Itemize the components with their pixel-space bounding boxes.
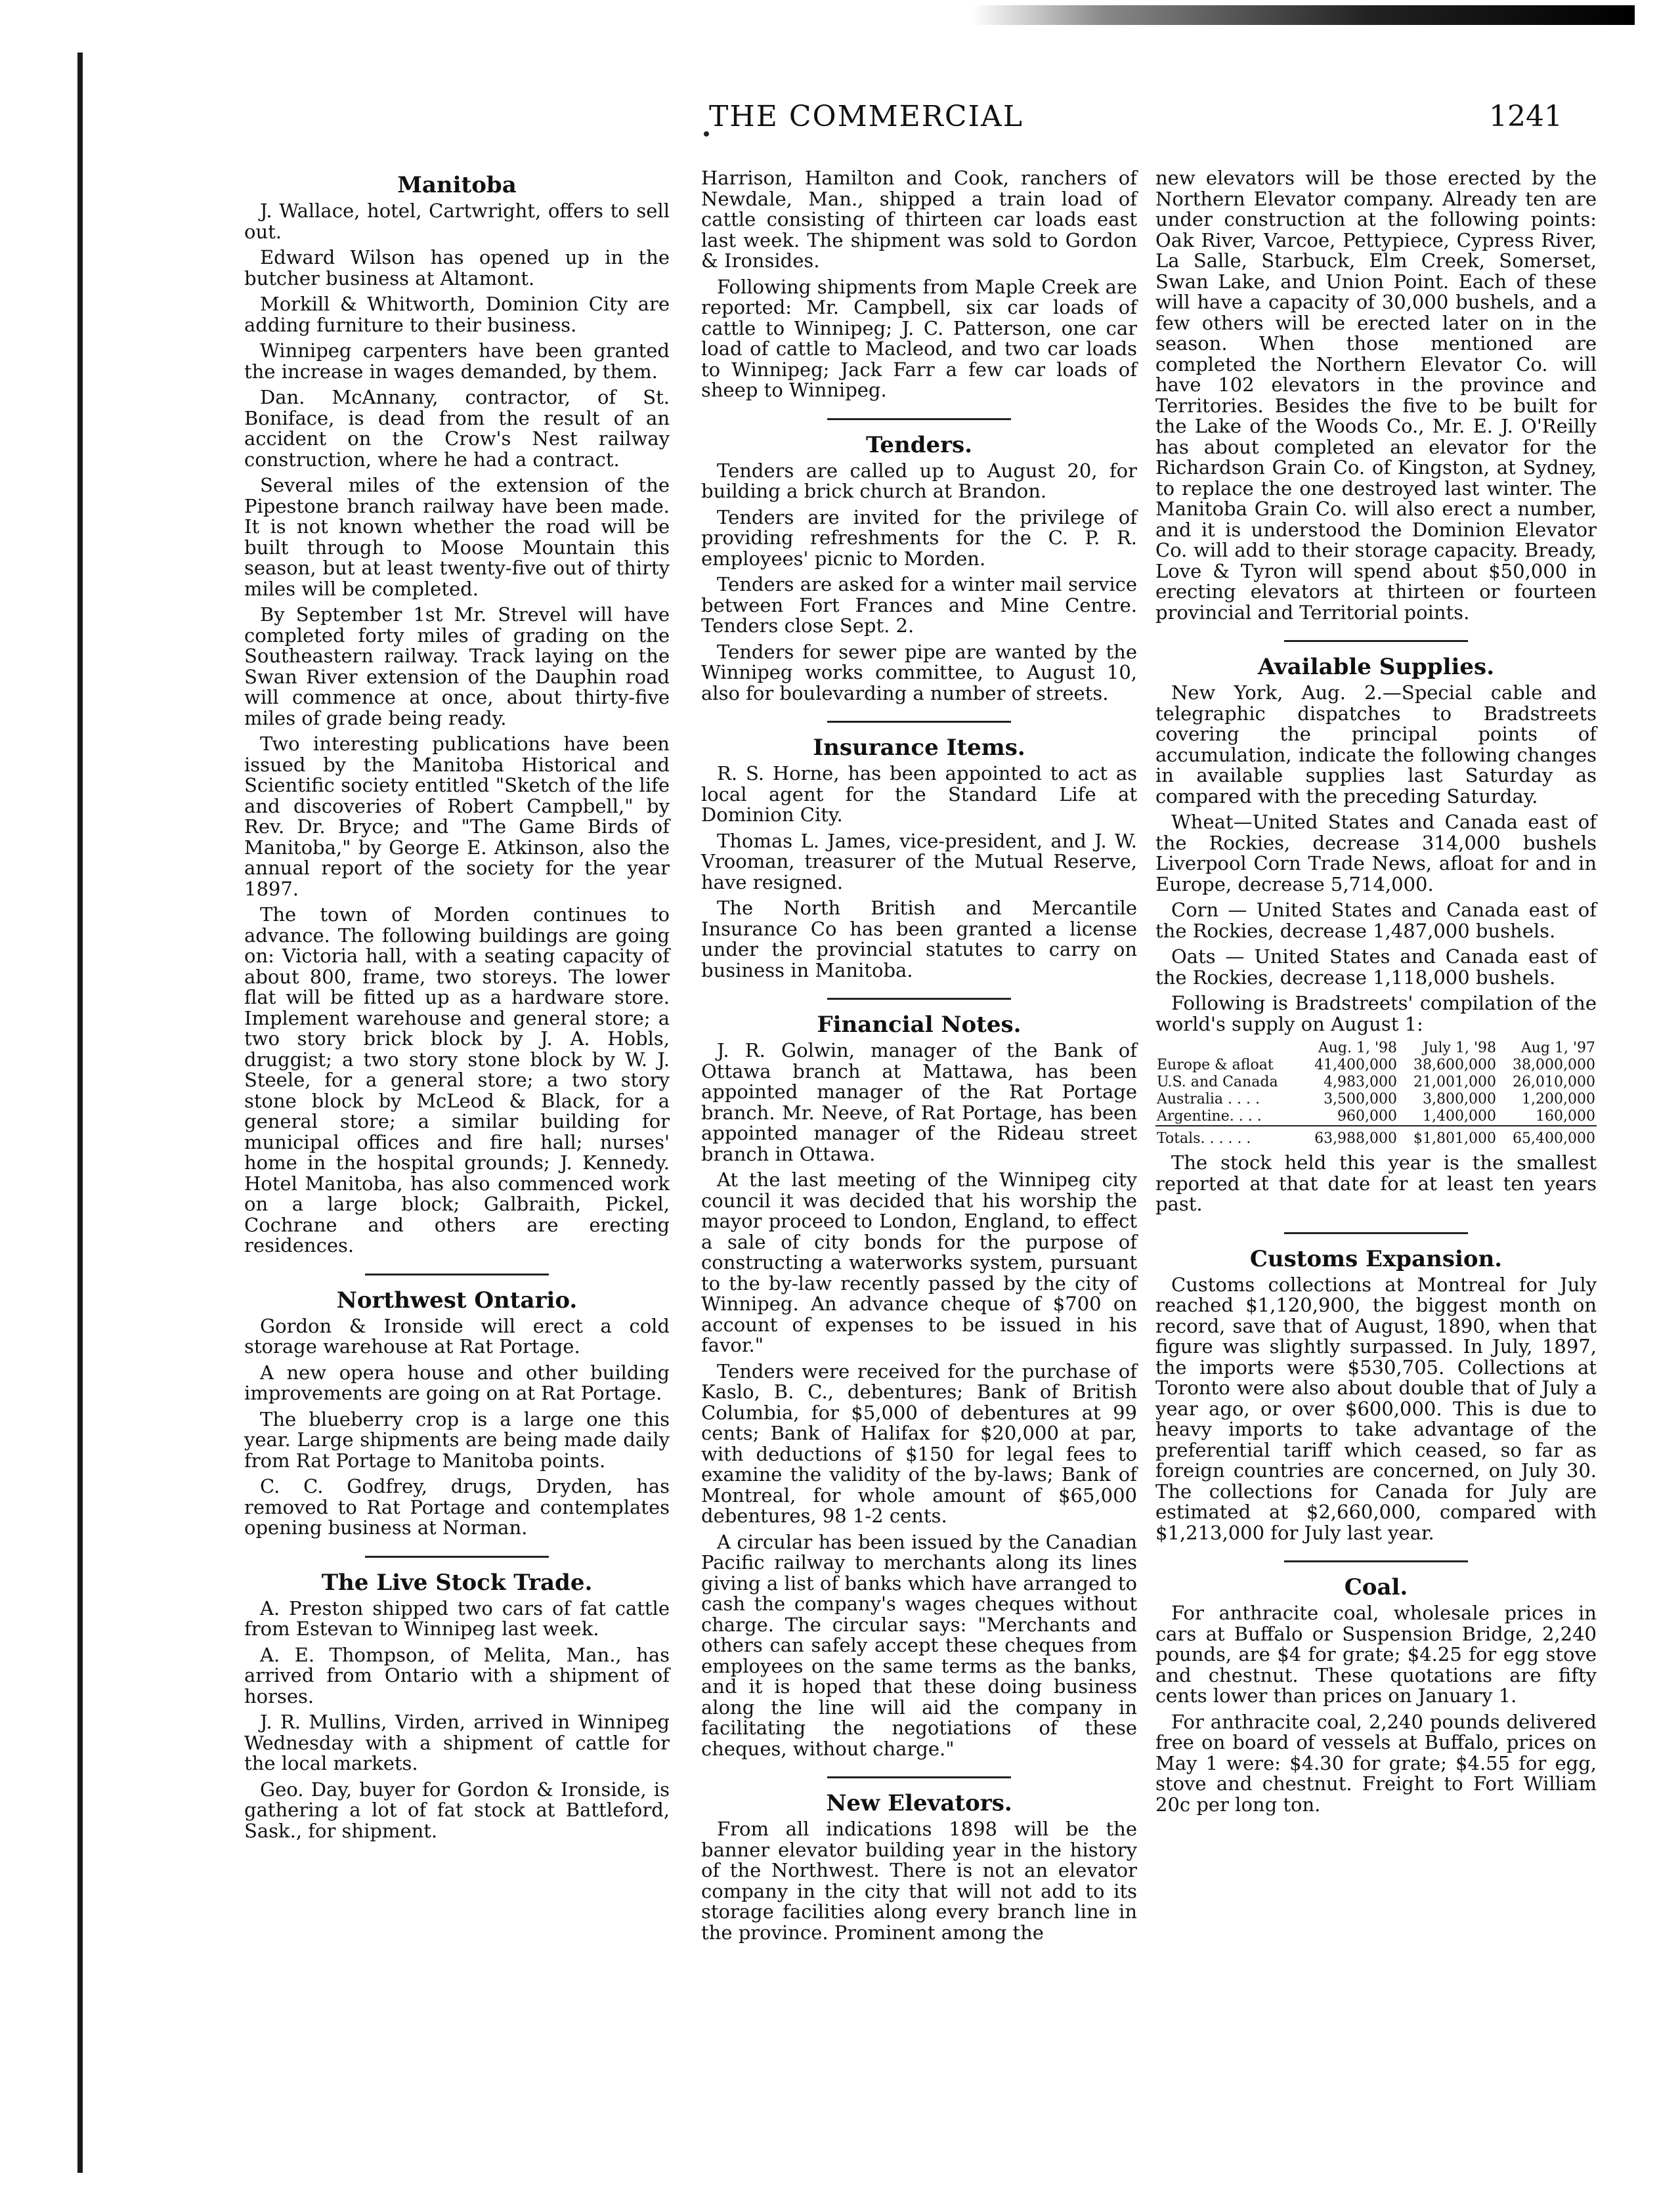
page-header xyxy=(0,98,1680,138)
table-cell: 21,001,000 xyxy=(1413,1074,1496,1090)
table-header-cell: Aug 1, '97 xyxy=(1520,1040,1595,1056)
article-paragraph: Several miles of the extension of the Pipestone branch railway have been made. It is not known whether the road will be built through to Moose Mountain this season, but at least twenty-five out of thirty miles will be completed. xyxy=(244,474,670,600)
table-cell: 41,400,000 xyxy=(1314,1057,1398,1073)
article-paragraph: A. Preston shipped two cars of fat cattle from Estevan to Winnipeg last week. xyxy=(244,1596,670,1640)
article-paragraph: Thomas L. James, vice-president, and J. W. Vrooman, treasurer of the Mutual Reserve, have resigned. xyxy=(701,829,1137,893)
column-2 xyxy=(701,168,1137,1948)
table-cell: Totals. . . . . . xyxy=(1155,1126,1299,1147)
publication-title: THE COMMERCIAL xyxy=(709,100,1023,133)
article-paragraph: Edward Wilson has opened up in the butcher business at Altamont. xyxy=(244,246,670,289)
section-heading-available-supplies: Available Supplies. xyxy=(1257,654,1495,680)
article-paragraph: Tenders for sewer pipe are wanted by the Winnipeg works committee, to August 10, also for boulevarding a number of streets. xyxy=(701,640,1137,704)
section-heading-northwest-ontario: Northwest Ontario. xyxy=(336,1287,578,1314)
article-paragraph: A circular has been issued by the Canadian Pacific railway to merchants along its lines giving a list of banks which have arranged to cash the company's wages cheques without charge. The circular says: "Merchants and others can safely accept these cheques from employees on the same terms as the banks, and it is hoped that these doing business along the line will aid the company in facilitating the negotiations of these cheques, without charge." xyxy=(701,1530,1137,1760)
section-divider xyxy=(1284,640,1468,642)
article-paragraph: The stock held this year is the smallest reported at that date for at least ten years past. xyxy=(1155,1151,1597,1215)
section-heading-insurance: Insurance Items. xyxy=(813,735,1025,761)
article-paragraph: Geo. Day, buyer for Gordon & Ironside, is gathering a lot of fat stock at Battleford, Sask., for shipment. xyxy=(244,1778,670,1842)
table-cell: 160,000 xyxy=(1536,1108,1595,1125)
section-heading-tenders: Tenders. xyxy=(865,431,973,458)
article-paragraph: Harrison, Hamilton and Cook, ranchers of Newdale, Man., shipped a train load of cattle consisting of thirteen car loads east last week. The shipment was sold to Gordon & Ironsides. xyxy=(701,167,1137,272)
section-heading-manitoba: Manitoba xyxy=(397,172,517,198)
article-paragraph: Tenders are asked for a winter mail service between Fort Frances and Mine Centre. Tenders close Sept. 2. xyxy=(701,573,1137,637)
article-paragraph: Morkill & Whitworth, Dominion City are adding furniture to their business. xyxy=(244,293,670,336)
table-cell: 65,400,000 xyxy=(1497,1126,1597,1147)
article-paragraph: New York, Aug. 2.—Special cable and telegraphic dispatches to Bradstreets covering the principal points of accumulation, indicate the following changes in available supplies last Saturday as compared with the preceding Saturday. xyxy=(1155,681,1597,807)
article-paragraph: The blueberry crop is a large one this year. Large shipments are being made daily from Rat Portage to Manitoba points. xyxy=(244,1407,670,1472)
section-heading-customs: Customs Expansion. xyxy=(1249,1245,1503,1272)
article-paragraph: Oats — United States and Canada east of the Rockies, decrease 1,118,000 bushels. xyxy=(1155,945,1597,989)
article-paragraph: From all indications 1898 will be the banner elevator building year in the history of the Northwest. There is not an elevator company in the city that will not add to its storage facilities along every branch line in the province. Prominent among the xyxy=(701,1818,1137,1944)
article-paragraph: For anthracite coal, wholesale prices in cars at Buffalo or Suspension Bridge, 2,240 pounds, are $4 for grate; $4.25 for egg stove and chestnut. These quotations are fifty cents lower than prices on January 1. xyxy=(1155,1602,1597,1707)
article-paragraph: Customs collections at Montreal for July reached $1,120,900, the biggest month on record, save that of August, 1890, when that figure was slightly surpassed. In July, 1897, the imports were $530,705. Collections at Toronto were also about double that of July a year ago, or over $600,000. This is due to heavy imports to take advantage of the preferential tariff which ceased, so far as foreign countries are concerned, on July 30. The collections for Canada for July are estimated at $2,660,000, compared with $1,213,000 for July last year. xyxy=(1155,1273,1597,1544)
section-heading-financial: Financial Notes. xyxy=(817,1012,1022,1038)
article-paragraph: J. Wallace, hotel, Cartwright, offers to sell out. xyxy=(244,200,670,243)
article-paragraph: Tenders are called up to August 20, for building a brick church at Brandon. xyxy=(701,459,1137,502)
article-paragraph: Winnipeg carpenters have been granted the increase in wages demanded, by them. xyxy=(244,339,670,383)
article-paragraph: For anthracite coal, 2,240 pounds delivered free on board of vessels at Buffalo, prices on May 1 were: $4.30 for grate; $4.55 for egg, stove and chestnut. Freight to Fort William 20c per long ton. xyxy=(1155,1710,1597,1816)
article-paragraph: The town of Morden continues to advance. The following buildings are going on: Victoria hall, with a seating capacity of about 800, frame, two storeys. The lower flat will be fitted up as a hardware store. Implement warehouse and general store; a two story brick block by J. A. Hobls, druggist; a two story stone block by W. J. Steele, for a general store; a two story stone block by McLeod & Black, for a general store; a similar building for municipal offices and fire hall; nurses' home in the hospital grounds; J. Kennedy. Hotel Manitoba, has also commenced work on a large block; Galbraith, Pickel, Cochrane and others are erecting residences. xyxy=(244,903,670,1256)
page-left-border xyxy=(77,53,83,2173)
column-1 xyxy=(244,168,670,1847)
article-paragraph: Tenders are invited for the privilege of providing refreshments for the C. P. R. employees' picnic to Morden. xyxy=(701,505,1137,570)
table-row xyxy=(1155,1057,1597,1074)
column-3 xyxy=(1155,168,1597,1820)
section-heading-live-stock: The Live Stock Trade. xyxy=(321,1569,593,1596)
table-cell: Europe & afloat xyxy=(1157,1057,1274,1073)
table-row xyxy=(1155,1074,1597,1091)
article-paragraph: A. E. Thompson, of Melita, Man., has arrived from Ontario with a shipment of horses. xyxy=(244,1643,670,1707)
table-totals-row xyxy=(1155,1126,1597,1147)
table-cell: 3,500,000 xyxy=(1324,1091,1398,1107)
table-cell: Argentine. . . . xyxy=(1157,1108,1262,1125)
article-paragraph: Tenders were received for the purchase of Kaslo, B. C., debentures; Bank of British Columbia, for $5,000 of debentures at 99 cents; Bank of Halifax for $20,000 at par, with deductions of $150 for legal fees to examine the validity of the by-laws; Bank of Montreal, for whole amount of $65,000 debentures, 98 1-2 cents. xyxy=(701,1360,1137,1527)
section-divider xyxy=(365,1556,549,1558)
article-paragraph: Two interesting publications have been issued by the Manitoba Historical and Scientific society entitled "Sketch of the life and discoveries of Robert Campbell," by Rev. Dr. Bryce; and "The Game Birds of Manitoba," by George E. Atkinson, also the annual report of the society for the year 1897. xyxy=(244,733,670,900)
section-divider xyxy=(827,721,1011,723)
table-cell: 4,983,000 xyxy=(1324,1074,1398,1090)
article-paragraph: A new opera house and other building improvements are going on at Rat Portage. xyxy=(244,1361,670,1404)
table-cell: 960,000 xyxy=(1337,1108,1398,1125)
table-cell: 26,010,000 xyxy=(1513,1074,1595,1090)
article-paragraph: By September 1st Mr. Strevel will have completed forty miles of grading on the Southeastern railway. Track laying on the Swan River extension of the Dauphin road will commence at once, about thirty-five miles of grade being ready. xyxy=(244,603,670,729)
section-heading-coal: Coal. xyxy=(1344,1574,1408,1600)
page-number: 1241 xyxy=(1489,100,1562,133)
article-paragraph: Corn — United States and Canada east of the Rockies, decrease 1,487,000 bushels. xyxy=(1155,899,1597,942)
scan-edge-bar xyxy=(972,5,1635,25)
table-cell: Australia . . . . xyxy=(1157,1091,1260,1107)
table-cell: 63,988,000 xyxy=(1299,1126,1398,1147)
section-divider xyxy=(827,1776,1011,1778)
table-row xyxy=(1155,1091,1597,1108)
table-cell: 3,800,000 xyxy=(1423,1091,1496,1107)
table-header-cell: July 1, '98 xyxy=(1423,1040,1496,1056)
article-paragraph: The North British and Mercantile Insurance Co has been granted a license under the provincial statutes to carry on business in Manitoba. xyxy=(701,897,1137,981)
article-paragraph: J. R. Golwin, manager of the Bank of Ottawa branch at Mattawa, has been appointed manager of the Rat Portage branch. Mr. Neeve, of Rat Portage, has been appointed manager of the Rideau street branch in Ottawa. xyxy=(701,1039,1137,1165)
table-header-row xyxy=(1155,1040,1597,1057)
table-cell: 38,600,000 xyxy=(1413,1057,1496,1073)
article-paragraph: Dan. McAnnany, contractor, of St. Boniface, is dead from the result of an accident on the Crow's Nest railway construction, where he had a contract. xyxy=(244,386,670,471)
article-paragraph: Following is Bradstreets' compilation of the world's supply on August 1: xyxy=(1155,992,1597,1035)
table-row xyxy=(1155,1108,1597,1126)
table-cell: 38,000,000 xyxy=(1513,1057,1595,1073)
article-paragraph: C. C. Godfrey, drugs, Dryden, has removed to Rat Portage and contemplates opening business at Norman. xyxy=(244,1475,670,1539)
article-paragraph: J. R. Mullins, Virden, arrived in Winnipeg Wednesday with a shipment of cattle for the local markets. xyxy=(244,1711,670,1774)
section-divider xyxy=(827,998,1011,1000)
section-divider xyxy=(827,418,1011,420)
article-paragraph: Wheat—United States and Canada east of the Rockies, decrease 314,000 bushels Liverpool Corn Trade News, afloat for and in Europe, decrease 5,714,000. xyxy=(1155,811,1597,895)
table-cell: $1,801,000 xyxy=(1398,1126,1497,1147)
article-paragraph: At the last meeting of the Winnipeg city council it was decided that his worship the mayor proceed to London, England, to effect a sale of city bonds for the purpose of constructing a waterworks system, pursuant to the by-law recently passed by the city of Winnipeg. An advance cheque of $700 on account of expenses to be issued in his favor." xyxy=(701,1168,1137,1356)
table-cell: 1,200,000 xyxy=(1522,1091,1595,1107)
article-paragraph: Following shipments from Maple Creek are reported: Mr. Campbell, six car loads of cattle to Winnipeg; J. C. Patterson, one car load of cattle to Macleod, and two car loads to Winnipeg; Jack Farr a few car loads of sheep to Winnipeg. xyxy=(701,275,1137,401)
table-cell: U.S. and Canada xyxy=(1157,1074,1278,1090)
table-header-cell xyxy=(1155,1040,1299,1057)
world-supply-table xyxy=(1155,1040,1597,1147)
section-divider xyxy=(1284,1560,1468,1562)
table-header-cell: Aug. 1, '98 xyxy=(1318,1040,1398,1056)
section-divider xyxy=(1284,1232,1468,1234)
article-paragraph: new elevators will be those erected by the Northern Elevator company. Already ten are under construction at the following points: Oak River, Varcoe, Pettypiece, Cypress River, La Salle, Starbuck, Elm Creek, Somerset, Swan Lake, and Union Point. Each of these will have a capacity of 30,000 bushels, and a few others will be erected later on in the season. When those mentioned are completed the Northern Elevator Co. will have 102 elevators in the province and Territories. Besides the five to be built for the Lake of the Woods Co., Mr. E. J. O'Reilly has about completed an elevator for the Richardson Grain Co. of Kingston, at Sydney, to replace the one destroyed last winter. The Manitoba Grain Co. will also erect a number, and it is understood the Dominion Elevator Co. will add to their storage capacity. Bready, Love & Tyron will spend about $50,000 in erecting elevators at thirteen or fourteen provincial and Territorial points. xyxy=(1155,167,1597,624)
article-paragraph: Gordon & Ironside will erect a cold storage warehouse at Rat Portage. xyxy=(244,1314,670,1358)
section-divider xyxy=(365,1274,549,1275)
article-paragraph: R. S. Horne, has been appointed to act as local agent for the Standard Life at Dominion City. xyxy=(701,762,1137,826)
section-heading-new-elevators: New Elevators. xyxy=(826,1790,1012,1816)
table-cell: 1,400,000 xyxy=(1423,1108,1496,1125)
